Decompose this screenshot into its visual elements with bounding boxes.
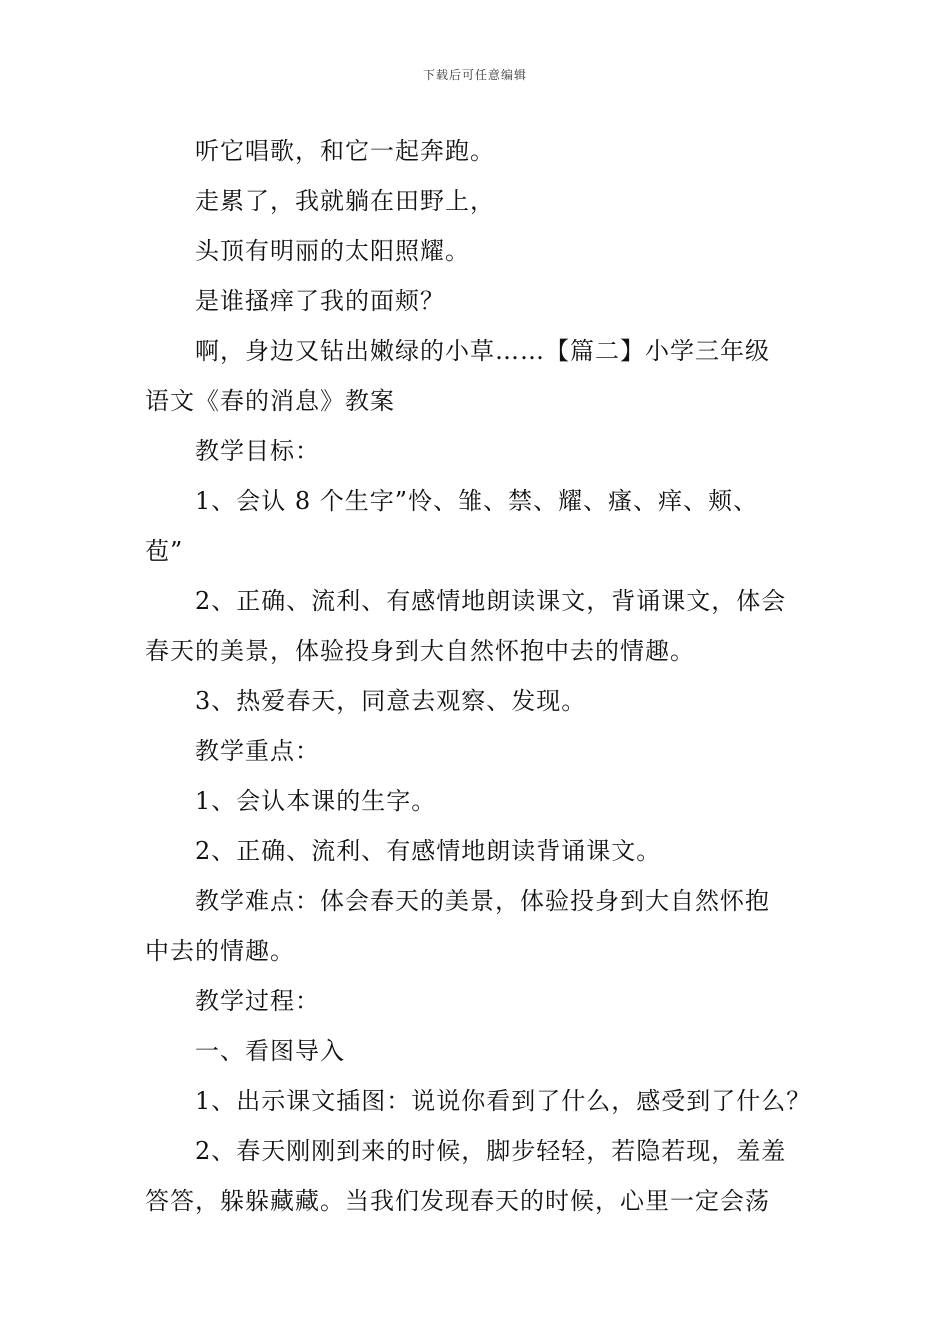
text-line: 是谁搔痒了我的面颊？ <box>195 287 445 315</box>
text-line: 一、看图导入 <box>195 1037 345 1065</box>
text-line: 苞” <box>145 537 184 565</box>
text-line: 2、正确、流利、有感情地朗读背诵课文。 <box>195 837 662 865</box>
text-line: 1、会认本课的生字。 <box>195 787 437 815</box>
text-line: 2、春天刚刚到来的时候，脚步轻轻，若隐若现，羞羞 <box>195 1137 787 1165</box>
text-line: 教学难点：体会春天的美景，体验投身到大自然怀抱 <box>195 887 770 915</box>
section-heading: 教学重点： <box>195 737 320 765</box>
document-body <box>145 126 810 1226</box>
text-line: 春天的美景，体验投身到大自然怀抱中去的情趣。 <box>145 637 695 665</box>
text-line: 语文《春的消息》教案 <box>145 387 395 415</box>
section-heading: 教学目标： <box>195 437 320 465</box>
text-line: 1、会认 8 个生字”怜、雏、禁、耀、瘙、痒、颊、 <box>195 487 759 515</box>
text-line: 头顶有明丽的太阳照耀。 <box>195 237 470 265</box>
text-line: 答答，躲躲藏藏。当我们发现春天的时候，心里一定会荡 <box>145 1187 770 1215</box>
text-line: 走累了，我就躺在田野上， <box>195 187 495 215</box>
page-header: 下载后可任意编辑 <box>422 68 527 82</box>
text-line: 中去的情趣。 <box>145 937 295 965</box>
section-heading: 教学过程： <box>195 987 320 1015</box>
text-line: 2、正确、流利、有感情地朗读课文，背诵课文，体会 <box>195 587 787 615</box>
text-line: 1、出示课文插图：说说你看到了什么，感受到了什么？ <box>195 1087 812 1115</box>
text-line: 3、热爱春天，同意去观察、发现。 <box>195 687 587 715</box>
text-line: 听它唱歌，和它一起奔跑。 <box>195 137 495 165</box>
text-line: 啊，身边又钻出嫩绿的小草……【篇二】小学三年级 <box>195 337 770 365</box>
